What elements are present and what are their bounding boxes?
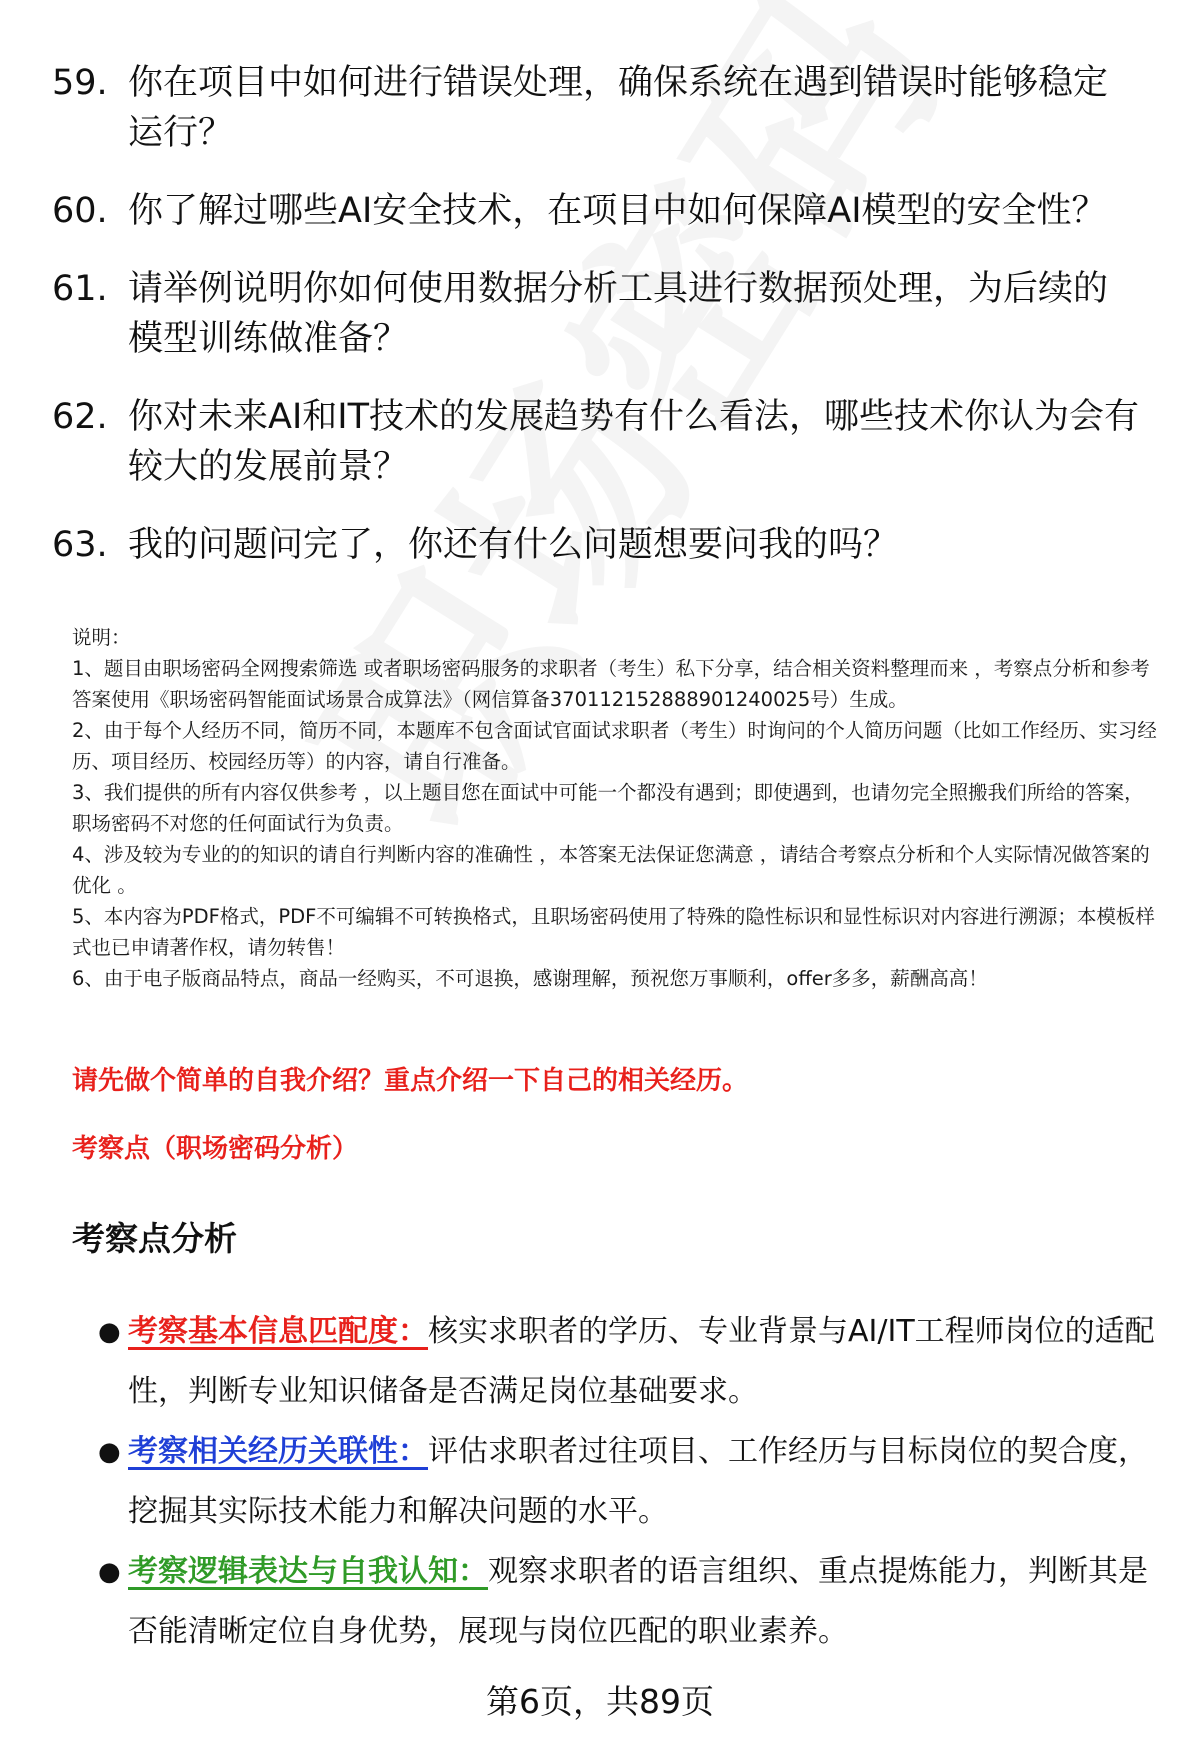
analysis-keyword: 考察逻辑表达与自我认知： xyxy=(128,1554,488,1589)
question-number: 63. xyxy=(52,525,108,565)
note-item: 4、涉及较为专业的的知识的请自行判断内容的准确性 ，本答案无法保证您满意 ，请结合考察点分析和个人实际情况做答案的优化 。 xyxy=(72,843,1150,897)
question-number: 61. xyxy=(52,269,108,309)
analysis-item xyxy=(98,1542,1158,1662)
interview-question: 请先做个简单的自我介绍？重点介绍一下自己的相关经历。 xyxy=(72,1066,749,1096)
question-text: 你对未来AI和IT技术的发展趋势有什么看法，哪些技术你认为会有较大的发展前景？ xyxy=(128,397,1139,487)
analysis-keyword: 考察相关经历关联性： xyxy=(128,1434,428,1469)
analysis-list xyxy=(98,1302,1158,1662)
page-footer: 第6页，共89页 xyxy=(486,1682,714,1721)
note-item: 1、题目由职场密码全网搜索筛选 或者职场密码服务的求职者（考生）私下分享，结合相关资料整理而来 ，考察点分析和参考答案使用《职场密码智能面试场景合成算法》（网信算备370112152888901240025号）生成。 xyxy=(72,657,1150,711)
bullet-dot-icon: ● xyxy=(98,1437,121,1467)
analysis-item xyxy=(98,1302,1158,1422)
question-item xyxy=(52,186,1142,236)
question-text: 我的问题问完了，你还有什么问题想要问我的吗？ xyxy=(128,525,899,565)
notes-heading: 说明： xyxy=(72,626,131,649)
bullet-dot-icon: ● xyxy=(98,1317,121,1347)
analysis-item xyxy=(98,1422,1158,1542)
question-item xyxy=(52,520,1142,570)
question-text: 你在项目中如何进行错误处理，确保系统在遇到错误时能够稳定运行？ xyxy=(128,63,1109,153)
note-item: 6、由于电子版商品特点，商品一经购买，不可退换，感谢理解，预祝您万事顺利，offer多多，薪酬高高！ xyxy=(72,967,988,990)
question-item xyxy=(52,392,1142,492)
question-number: 62. xyxy=(52,397,108,437)
note-item: 3、我们提供的所有内容仅供参考 ，以上题目您在面试中可能一个都没有遇到；即使遇到，也请勿完全照搬我们所给的答案，职场密码不对您的任何面试行为负责。 xyxy=(72,781,1144,835)
section-title: 考察点分析 xyxy=(72,1219,237,1258)
note-item: 5、本内容为PDF格式，PDF不可编辑不可转换格式，且职场密码使用了特殊的隐性标识和显性标识对内容进行溯源；本模板样式也已申请著作权，请勿转售！ xyxy=(72,905,1155,959)
analysis-text: 观察求职者的语言组织、重点提炼能力，判断其是否能清晰定位自身优势，展现与岗位匹配的职业素养。 xyxy=(128,1554,1148,1649)
question-item xyxy=(52,58,1142,158)
question-text: 你了解过哪些AI安全技术，在项目中如何保障AI模型的安全性？ xyxy=(128,191,1107,231)
question-item xyxy=(52,264,1142,364)
notes-section xyxy=(72,622,1162,994)
question-number: 60. xyxy=(52,191,108,231)
analysis-heading: 考察点（职场密码分析） xyxy=(72,1134,359,1164)
analysis-text: 评估求职者过往项目、工作经历与目标岗位的契合度，挖掘其实际技术能力和解决问题的水平。 xyxy=(128,1434,1148,1529)
analysis-text: 核实求职者的学历、专业背景与AI/IT工程师岗位的适配性，判断专业知识储备是否满足岗位基础要求。 xyxy=(128,1314,1155,1409)
analysis-keyword: 考察基本信息匹配度： xyxy=(128,1314,428,1349)
note-item: 2、由于每个人经历不同，简历不同，本题库不包含面试官面试求职者（考生）时询问的个人简历问题（比如工作经历、实习经历、项目经历、校园经历等）的内容，请自行准备。 xyxy=(72,719,1157,773)
question-number: 59. xyxy=(52,63,108,103)
question-text: 请举例说明你如何使用数据分析工具进行数据预处理，为后续的模型训练做准备？ xyxy=(128,269,1109,359)
question-list xyxy=(52,58,1142,598)
bullet-dot-icon: ● xyxy=(98,1557,121,1587)
